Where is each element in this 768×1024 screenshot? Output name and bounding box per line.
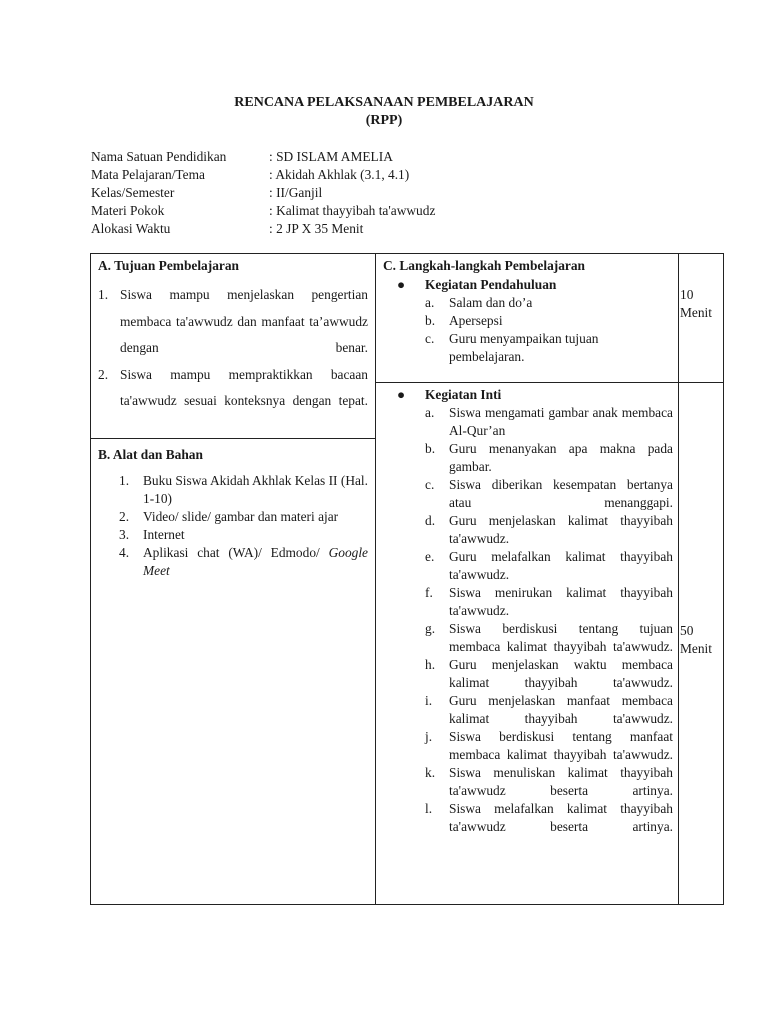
duration-number: 50 [680, 623, 694, 638]
duration-unit: Menit [680, 641, 712, 656]
duration-unit: Menit [680, 305, 712, 320]
list-item [391, 584, 673, 620]
list-item-text: Guru menjelaskan kalimat thayyibah ta'awwudz. [449, 513, 673, 546]
list-item-text: Aplikasi chat (WA)/ Edmodo/ [143, 545, 320, 560]
bullet-icon: ● [397, 277, 406, 292]
list-number: 1. [119, 473, 130, 488]
list-item-text: Siswa diberikan kesempatan bertanya atau menanggapi. [449, 477, 673, 510]
list-item-text: Video/ slide/ gambar dan materi ajar [143, 509, 339, 524]
meta-label: Nama Satuan Pendidikan [91, 149, 227, 164]
list-item [119, 526, 368, 544]
document-subtitle: (RPP) [365, 113, 403, 128]
list-letter: e. [425, 549, 435, 564]
duration-number: 10 [680, 287, 694, 302]
list-item [391, 548, 673, 584]
list-item [391, 692, 673, 728]
section-heading-tujuan: A. Tujuan Pembelajaran [98, 258, 239, 273]
list-letter: c. [425, 477, 435, 492]
meta-value: : SD ISLAM AMELIA [269, 149, 393, 164]
table-divider [375, 382, 724, 383]
list-item [391, 728, 673, 764]
list-number: 2. [98, 366, 109, 382]
meta-value: : Kalimat thayyibah ta'awwudz [269, 203, 436, 218]
meta-label: Materi Pokok [91, 203, 165, 218]
list-item [98, 282, 368, 362]
section-heading-alat: B. Alat dan Bahan [98, 447, 203, 462]
list-item-text: Siswa melafalkan kalimat thayyibah ta'awwudz beserta artinya. [449, 801, 673, 834]
list-letter: c. [425, 331, 435, 346]
list-item [391, 294, 673, 312]
list-item-text: Apersepsi [449, 313, 503, 328]
section-heading-langkah: C. Langkah-langkah Pembelajaran [383, 258, 586, 273]
list-item-text: Siswa berdiskusi tentang manfaat membaca kalimat thayyibah ta'awwudz. [449, 729, 673, 762]
inti-list [391, 404, 673, 836]
list-letter: f. [425, 585, 433, 600]
bullet-icon: ● [397, 387, 406, 402]
list-item-text: Guru melafalkan kalimat thayyibah ta'awwudz. [449, 549, 673, 582]
list-letter: k. [425, 765, 436, 780]
list-letter: j. [425, 729, 433, 744]
subsection-heading [391, 386, 673, 404]
list-item-text: Guru menyampaikan tujuan pembelajaran. [449, 331, 599, 364]
list-item-text: Salam dan do’a [449, 295, 533, 310]
list-letter: a. [425, 405, 435, 420]
list-letter: l. [425, 801, 433, 816]
subsection-heading [391, 276, 673, 294]
list-item [391, 330, 673, 366]
list-item-text: Guru menanyakan apa makna pada gambar. [449, 441, 673, 474]
list-item [391, 656, 673, 692]
list-item-text: Siswa menuliskan kalimat thayyibah ta'awwudz beserta artinya. [449, 765, 673, 798]
list-item [98, 362, 368, 415]
duration-inti [680, 622, 724, 658]
list-letter: b. [425, 313, 436, 328]
table-divider [375, 254, 376, 904]
list-item [119, 508, 368, 526]
table-divider [678, 254, 679, 904]
list-item-text: Siswa mampu menjelaskan pengertian membaca ta'awwudz dan manfaat ta’awwudz dengan benar. [120, 287, 368, 355]
list-letter: h. [425, 657, 436, 672]
meta-row-alokasi [91, 220, 435, 238]
list-item-text: Guru menjelaskan waktu membaca kalimat thayyibah ta'awwudz. [449, 657, 673, 690]
list-item-text: Guru menjelaskan manfaat membaca kalimat thayyibah ta'awwudz. [449, 693, 673, 726]
tujuan-list [98, 282, 368, 415]
identity-block [91, 148, 435, 238]
list-item [391, 620, 673, 656]
meta-row-kelas [91, 184, 435, 202]
list-item [391, 764, 673, 800]
list-letter: g. [425, 621, 436, 636]
meta-value: : 2 JP X 35 Menit [269, 221, 364, 236]
list-item [119, 544, 368, 580]
list-item-text: Buku Siswa Akidah Akhlak Kelas II (Hal. 1-10) [143, 473, 369, 506]
meta-label: Kelas/Semester [91, 185, 175, 200]
duration-pendahuluan [680, 286, 724, 322]
meta-row-mapel [91, 166, 435, 184]
list-number: 4. [119, 545, 130, 560]
list-item [391, 404, 673, 440]
list-item [391, 440, 673, 476]
list-letter: b. [425, 441, 436, 456]
subsection-heading-text: Kegiatan Pendahuluan [425, 277, 557, 292]
list-item-text: Siswa mengamati gambar anak membaca Al-Qur’an [449, 405, 673, 438]
list-item-text: Internet [143, 527, 185, 542]
pendahuluan-list [391, 294, 673, 366]
meta-row-satuan [91, 148, 435, 166]
meta-value: : Akidah Akhlak (3.1, 4.1) [269, 167, 410, 182]
list-item-text: Siswa berdiskusi tentang tujuan membaca kalimat thayyibah ta'awwudz. [449, 621, 673, 654]
document-title: RENCANA PELAKSANAAN PEMBELAJARAN [234, 95, 534, 110]
list-item [119, 472, 368, 508]
list-item [391, 800, 673, 836]
list-item [391, 312, 673, 330]
meta-row-materi [91, 202, 435, 220]
list-item-text: Siswa menirukan kalimat thayyibah ta'awwudz. [449, 585, 673, 618]
list-item-text: Siswa mampu mempraktikkan bacaan ta'awwudz sesuai konteksnya dengan tepat. [120, 366, 368, 408]
meta-value: : II/Ganjil [269, 185, 323, 200]
list-letter: i. [425, 693, 433, 708]
list-letter: d. [425, 513, 436, 528]
meta-label: Alokasi Waktu [91, 221, 171, 236]
meta-label: Mata Pelajaran/Tema [91, 167, 205, 182]
subsection-heading-text: Kegiatan Inti [425, 387, 502, 402]
list-item [391, 476, 673, 512]
alat-list [119, 472, 368, 580]
kegiatan-inti [391, 386, 673, 836]
list-item [391, 512, 673, 548]
table-divider [91, 438, 375, 439]
list-number: 3. [119, 527, 130, 542]
list-number: 1. [98, 287, 109, 302]
list-letter: a. [425, 295, 435, 310]
kegiatan-pendahuluan [391, 276, 673, 366]
list-item-italic: Google Meet [143, 545, 368, 578]
list-number: 2. [119, 509, 130, 524]
rpp-table [90, 253, 724, 905]
